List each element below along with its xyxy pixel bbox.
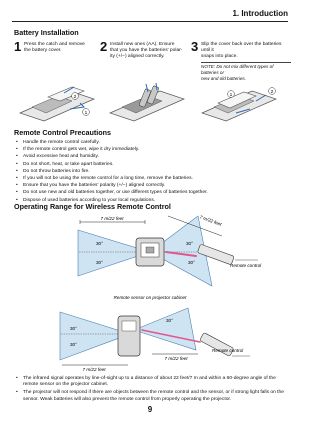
angle-label: 30° (96, 260, 103, 265)
right-coverage-beam (134, 308, 196, 350)
cover-replace-illustration (196, 83, 286, 123)
angle-label: 30° (186, 241, 193, 246)
angle-label: 30° (188, 260, 195, 265)
step-line: Press the catch and remove (24, 42, 85, 47)
list-item: • If you will not be using the remote control for a long time, remove the batteries. (16, 175, 208, 182)
callout-1: 1 (84, 111, 88, 116)
distance-label: 7 m/22 feet (82, 367, 106, 372)
list-item: • The projector will not respond if there are objects between the remote control and the sensor, or if strong light falls on the sensor. Weak batteries will also prevent the remote control from properly operating the projector. (16, 390, 291, 403)
battery-note (201, 62, 291, 82)
list-item: • Handle the remote control carefully. (16, 139, 208, 146)
step-line: Install new ones (AA). Ensure (110, 42, 175, 47)
list-item: • The infrared signal operates by line-of-sight up to a distance of about 22 feet/7 m and within a 60-degree angle of the remote sensor on the projector cabinet. (16, 376, 291, 389)
step-text (110, 42, 182, 61)
callout-2: 2 (73, 95, 77, 100)
range-notes (16, 376, 291, 405)
battery-insert-illustration (104, 83, 190, 123)
angle-label: 30° (70, 342, 77, 347)
operating-range-heading: Operating Range for Wireless Remote Control (14, 202, 171, 211)
battery-step-2 (100, 39, 199, 76)
top-range-diagram (0, 212, 300, 304)
list-item: • Ensure that you have the batteries' polarity (+/−) aligned correctly. (16, 182, 208, 189)
step-line: Slip the cover back over the batteries until it (201, 42, 282, 54)
step-line: that you have the batteries' polar- (110, 48, 183, 54)
step-line: snaps into place. (201, 54, 238, 60)
list-item: • If the remote control gets wet, wipe it dry immediately. (16, 146, 208, 153)
angle-label: 30° (96, 241, 103, 246)
step-text (24, 42, 85, 54)
distance-label: 7 m/22 feet (198, 214, 223, 227)
step-number: 3 (191, 39, 199, 54)
precautions-list (16, 139, 208, 204)
battery-step-1 (14, 39, 108, 76)
note-line: NOTE: Do not mix different types of batteries or (201, 64, 274, 75)
step-line: ity (+/−) aligned correctly. (110, 54, 165, 60)
step-line: the battery cover. (24, 48, 62, 54)
step-number: 1 (14, 39, 22, 54)
list-item: • Do not use new and old batteries together, or use different types of batteries together. (16, 189, 208, 196)
angle-label: 30° (70, 326, 77, 331)
battery-installation-heading: Battery Installation (14, 28, 79, 37)
list-item: • Dispose of used batteries according to your local regulations. (16, 197, 208, 204)
remote-control-label: Remote control (212, 348, 244, 353)
callout-2: 2 (270, 90, 274, 95)
distance-label: 7 m/22 feet (164, 356, 188, 361)
step-text (201, 42, 291, 61)
bottom-range-diagram (0, 302, 300, 372)
remote-cover-removal-illustration (14, 83, 100, 123)
angle-label: 30° (166, 318, 173, 323)
list-item: • Do not short, heat, or take apart batteries. (16, 161, 208, 168)
note-line: new and old batteries. (201, 76, 246, 81)
header-divider (12, 21, 288, 22)
step-number: 2 (100, 39, 108, 54)
callout-1: 1 (229, 93, 233, 98)
sensor-caption: Remote sensor on projector cabinet (113, 295, 187, 300)
distance-label: 7 m/22 feet (100, 216, 124, 221)
remote-control-label: Remote control (230, 263, 262, 268)
page-number: 9 (147, 405, 153, 414)
chapter-title: 1. Introduction (232, 9, 288, 18)
precautions-heading: Remote Control Precautions (14, 128, 112, 137)
list-item: • Do not throw batteries into fire. (16, 168, 208, 175)
list-item: • Avoid excessive heat and humidity. (16, 153, 208, 160)
